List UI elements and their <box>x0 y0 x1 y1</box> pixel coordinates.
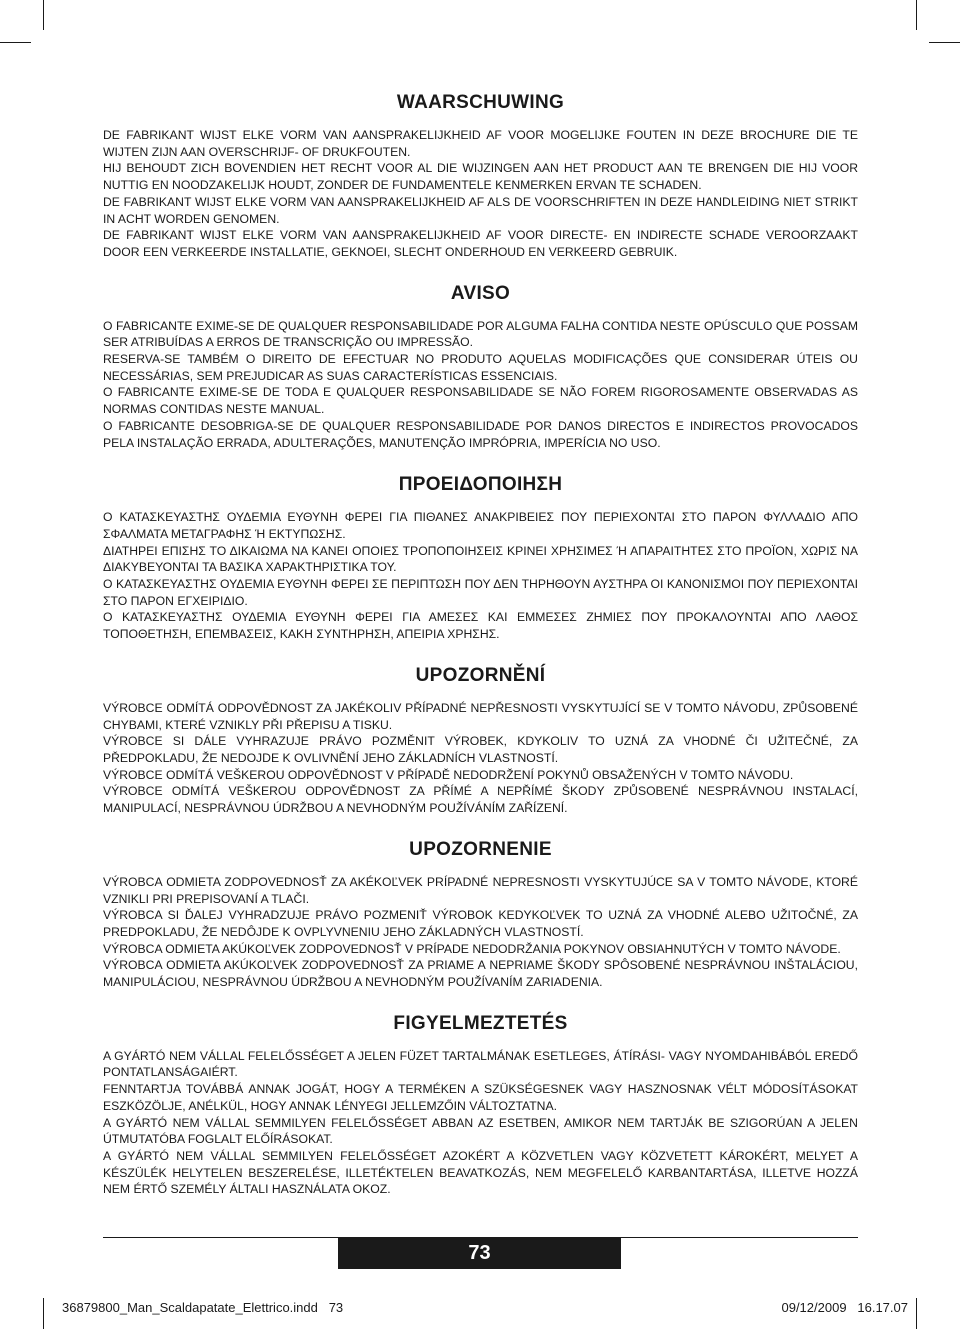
section-title: UPOZORNENIE <box>409 838 552 860</box>
paragraph: VÝROBCA ODMIETA AKÚKOĽVEK ZODPOVEDNOSŤ ZA PRIAME A NEPRIAME ŠKODY SPÔSOBENÉ NESPRÁVNOU INŠTALÁCIOU, MANIPULÁCIOU, NESPRÁVNOU ÚDRŽBOU A NEVHODNÝM POUŽÍVANÍM ZARIADENIA. <box>103 958 858 990</box>
paragraph: A GYÁRTÓ NEM VÁLLAL SEMMILYEN FELELŐSSÉGET AZOKÉRT A KÖZVETLEN VAGY KÖZVETETT KÁROKÉRT, MELYET A KÉSZÜLÉK HELYTELEN BESZERELÉSE, ILLETÉKTELEN BEAVATKOZÁS, NEM MEGFELELŐ KARBANTARTÁSA, ILLETVE HOZZÁ NEM ÉRTŐ SZEMÉLY ÁLTALI HASZNÁLATA OKOZ. <box>103 1148 858 1197</box>
section-slovak-warning <box>103 839 858 991</box>
crop-mark-top-right-vertical <box>916 0 917 30</box>
paragraph: DE FABRIKANT WIJST ELKE VORM VAN AANSPRAKELIJKHEID AF ALS DE VOORSCHRIFTEN IN DEZE HANDLEIDING NIET STRIKT IN ACHT WORDEN GENOMEN. <box>103 194 858 226</box>
section-greek-warning <box>103 474 858 643</box>
paragraph: RESERVA-SE TAMBÉM O DIREITO DE EFECTUAR NO PRODUTO AQUELAS MODIFICAÇÕES QUE CONSIDERAR ÚTEIS OU NECESSÁRIAS, SEM PREJUDICAR AS SUAS CARACTERÍSTICAS ESSENCIAIS. <box>103 352 858 383</box>
paragraph: O FABRICANTE EXIME-SE DE TODA E QUALQUER RESPONSABILIDADE SE NÃO FOREM RIGOROSAMENTE OBSERVADAS AS NORMAS CONTIDAS NESTE MANUAL. <box>103 385 858 417</box>
page-number: 73 <box>338 1237 621 1269</box>
paragraph: VÝROBCE ODMÍTÁ ODPOVĚDNOST ZA JAKÉKOLIV PŘÍPADNÉ NEPŘESNOSTI VYSKYTUJÍCÍ SE V TOMTO NÁVODU, ZPŮSOBENÉ CHYBAMI, KTERÉ VZNIKLY PŘI PŘEPISU A TISKU. <box>103 700 858 732</box>
document-body <box>103 92 858 1198</box>
section-title: WAARSCHUWING <box>396 92 565 113</box>
paragraph: VÝROBCE ODMÍTÁ VEŠKEROU ODPOVĚDNOST ZA PŘÍMÉ A NEPŘÍMÉ ŠKODY ZPŮSOBENÉ NESPRÁVNOU INSTALACÍ, MANIPULACÍ, NESPRÁVNOU ÚDRŽBOU A NEVHODNÝM POUŽÍVÁNÍM ZAŘÍZENÍ. <box>103 784 858 816</box>
paragraph: Ο ΚΑΤΑΣΚΕΥΑΣΤΗΣ ΟΥΔΕΜΙΑ ΕΥΘΥΝΗ ΦΕΡΕΙ ΓΙΑ ΑΜΕΣΕΣ ΚΑΙ ΕΜΜΕΣΕΣ ΖΗΜΙΕΣ ΠΟΥ ΠΡΟΚΑΛΟΥΝΤΑΙ ΑΠΟ ΛΑΘΟΣ ΤΟΠΟΘΕΤΗΣΗ, ΕΠΕΜΒΑΣΕΙΣ, ΚΑΚΗ ΣΥΝΤΗΡΗΣΗ, ΑΠΕΙΡΙΑ ΧΡΗΣΗΣ. <box>103 610 858 642</box>
crop-mark-top-left-horizontal <box>0 42 31 43</box>
crop-mark-bottom-right-vertical <box>916 1298 917 1329</box>
section-title: ΠΡΟΕΙΔΟΠΟΙΗΣΗ <box>398 474 563 496</box>
section-title: UPOZORNĚNÍ <box>415 664 546 686</box>
paragraph: DE FABRIKANT WIJST ELKE VORM VAN AANSPRAKELIJKHEID AF VOOR MOGELIJKE FOUTEN IN DEZE BROCHURE DIE TE WIJTEN ZIJN AAN OVERSCHRIJF- OF DRUKFOUTEN. <box>103 128 858 159</box>
paragraph: A GYÁRTÓ NEM VÁLLAL SEMMILYEN FELELŐSSÉGET ABBAN AZ ESETBEN, AMIKOR NEM TARTJÁK BE SZIGORÚAN A JELEN ÚTMUTATÓBA FOGLALT ELŐÍRÁSOKAT. <box>103 1115 858 1147</box>
section-dutch-warning <box>103 92 858 261</box>
paragraph: O FABRICANTE EXIME-SE DE QUALQUER RESPONSABILIDADE POR ALGUMA FALHA CONTIDA NESTE OPÚSCULO QUE POSSAM SER ATRIBUÍDAS A ERROS DE TRANSCRIÇÃO OU IMPRESSÃO. <box>103 318 858 350</box>
crop-mark-bottom-left-vertical <box>43 1298 44 1329</box>
paragraph: VÝROBCA ODMIETA ZODPOVEDNOSŤ ZA AKÉKOĽVEK PRÍPADNÉ NEPRESNOSTI VYSKYTUJÚCE SA V TOMTO NÁVODE, KTORÉ VZNIKLI PRI PREPISOVANÍ A TLAČI. <box>103 874 858 906</box>
section-czech-warning <box>103 665 858 817</box>
slug-datetime: 09/12/2009 16.17.07 <box>781 1300 908 1315</box>
paragraph: VÝROBCE ODMÍTÁ VEŠKEROU ODPOVĚDNOST V PŘÍPADĚ NEDODRŽENÍ POKYNŮ OBSAŽENÝCH V TOMTO NÁVODU. <box>103 767 794 782</box>
section-title: AVISO <box>450 282 511 304</box>
paragraph: ΔΙΑΤΗΡΕΙ ΕΠΙΣΗΣ ΤΟ ΔΙΚΑΙΩΜΑ ΝΑ ΚΑΝΕΙ ΟΠΟΙΕΣ ΤΡΟΠΟΠΟΙΗΣΕΙΣ ΚΡΙΝΕΙ ΧΡΗΣΙΜΕΣ Ή ΑΠΑΡΑΙΤΗΤΕΣ ΣΤΟ ΠΡΟΪΟΝ, ΧΩΡΙΣ ΝΑ ΔΙΑΚΥΒΕΥΟΝΤΑΙ ΤΑ ΒΑΣΙΚΑ ΧΑΡΑΚΤΗΡΙΣΤΙΚΑ ΤΟΥ. <box>103 543 858 575</box>
paragraph: Ο ΚΑΤΑΣΚΕΥΑΣΤΗΣ ΟΥΔΕΜΙΑ ΕΥΘΥΝΗ ΦΕΡΕΙ ΓΙΑ ΠΙΘΑΝΕΣ ΑΝΑΚΡΙΒΕΙΕΣ ΠΟΥ ΠΕΡΙΕΧΟΝΤΑΙ ΣΤΟ ΠΑΡΟΝ ΦΥΛΛΑΔΙΟ ΑΠΟ ΣΦΑΛΜΑΤΑ ΜΕΤΑΓΡΑΦΗΣ Ή ΕΚΤΥΠΩΣΗΣ. <box>103 510 858 541</box>
paragraph: FENNTARTJA TOVÁBBÁ ANNAK JOGÁT, HOGY A TERMÉKEN A SZÜKSÉGESNEK VAGY HASZNOSNAK VÉLT MÓDOSÍTÁSOKAT ESZKÖZÖLJE, ANÉLKÜL, HOGY ANNAK LÉNYEGI JELLEMZŐIN VÁLTOZTATNA. <box>103 1082 858 1113</box>
crop-mark-top-left-vertical <box>43 0 44 30</box>
section-hungarian-warning <box>103 1013 858 1198</box>
paragraph: A GYÁRTÓ NEM VÁLLAL FELELŐSSÉGET A JELEN FÜZET TARTALMÁNAK ESETLEGES, ÁTÍRÁSI- VAGY NYOMDAHIBÁBÓL EREDŐ PONTATLANSÁGAIÉRT. <box>103 1048 858 1080</box>
section-portuguese-warning <box>103 283 858 452</box>
paragraph: VÝROBCA SI ĎALEJ VYHRADZUJE PRÁVO POZMENIŤ VÝROBOK KEDYKOĽVEK TO UZNÁ ZA VHODNÉ ALEBO UŽITOČNÉ, ZA PREDPOKLADU, ŽE NEDÔJDE K OVPLYVNENIU JEHO ZÁKLADNÝCH VLASTNOSTÍ. <box>103 908 858 939</box>
paragraph: Ο ΚΑΤΑΣΚΕΥΑΣΤΗΣ ΟΥΔΕΜΙΑ ΕΥΘΥΝΗ ΦΕΡΕΙ ΣΕ ΠΕΡΙΠΤΩΣΗ ΠΟΥ ΔΕΝ ΤΗΡΗΘΟΥΝ ΑΥΣΤΗΡΑ ΟΙ ΚΑΝΟΝΙΣΜΟΙ ΠΟΥ ΠΕΡΙΕΧΟΝΤΑΙ ΣΤΟ ΠΑΡΟΝ ΕΓΧΕΙΡΙΔΙΟ. <box>103 577 858 608</box>
crop-mark-top-right-horizontal <box>929 42 960 43</box>
paragraph: VÝROBCA ODMIETA AKÚKOĽVEK ZODPOVEDNOSŤ V PRÍPADE NEDODRŽANIA POKYNOV OBSIAHNUTÝCH V TOMTO NÁVODE. <box>103 941 841 956</box>
section-title: FIGYELMEZTETÉS <box>393 1012 568 1034</box>
slug-file-name: 36879800_Man_Scaldapatate_Elettrico.indd 73 <box>62 1300 344 1315</box>
paragraph: O FABRICANTE DESOBRIGA-SE DE QUALQUER RESPONSABILIDADE POR DANOS DIRECTOS E INDIRECTOS PROVOCADOS PELA INSTALAÇÃO ERRADA, ADULTERAÇÕES, MANUTENÇÃO IMPRÓPRIA, IMPERÍCIA NO USO. <box>103 418 858 450</box>
paragraph: VÝROBCE SI DÁLE VYHRAZUJE PRÁVO POZMĚNIT VÝROBEK, KDYKOLIV TO UZNÁ ZA VHODNÉ ČI UŽITEČNÉ, ZA PŘEDPOKLADU, ŽE NEDOJDE K OVLIVNĚNÍ JEHO ZÁKLADNÍCH VLASTNOSTÍ. <box>103 734 858 765</box>
paragraph: HIJ BEHOUDT ZICH BOVENDIEN HET RECHT VOOR AL DIE WIJZINGEN AAN HET PRODUCT AAN TE BRENGEN DIE HIJ VOOR NUTTIG EN NOODZAKELIJK HOUDT, ZONDER DE FUNDAMENTELE KENMERKEN ERVAN TE SCHADEN. <box>103 161 858 193</box>
paragraph: DE FABRIKANT WIJST ELKE VORM VAN AANSPRAKELIJKHEID AF VOOR DIRECTE- EN INDIRECTE SCHADE VEROORZAAKT DOOR EEN VERKEERDE INSTALLATIE, GEKNOEI, SLECHT ONDERHOUD EN VERKEERD GEBRUIK. <box>103 228 858 259</box>
